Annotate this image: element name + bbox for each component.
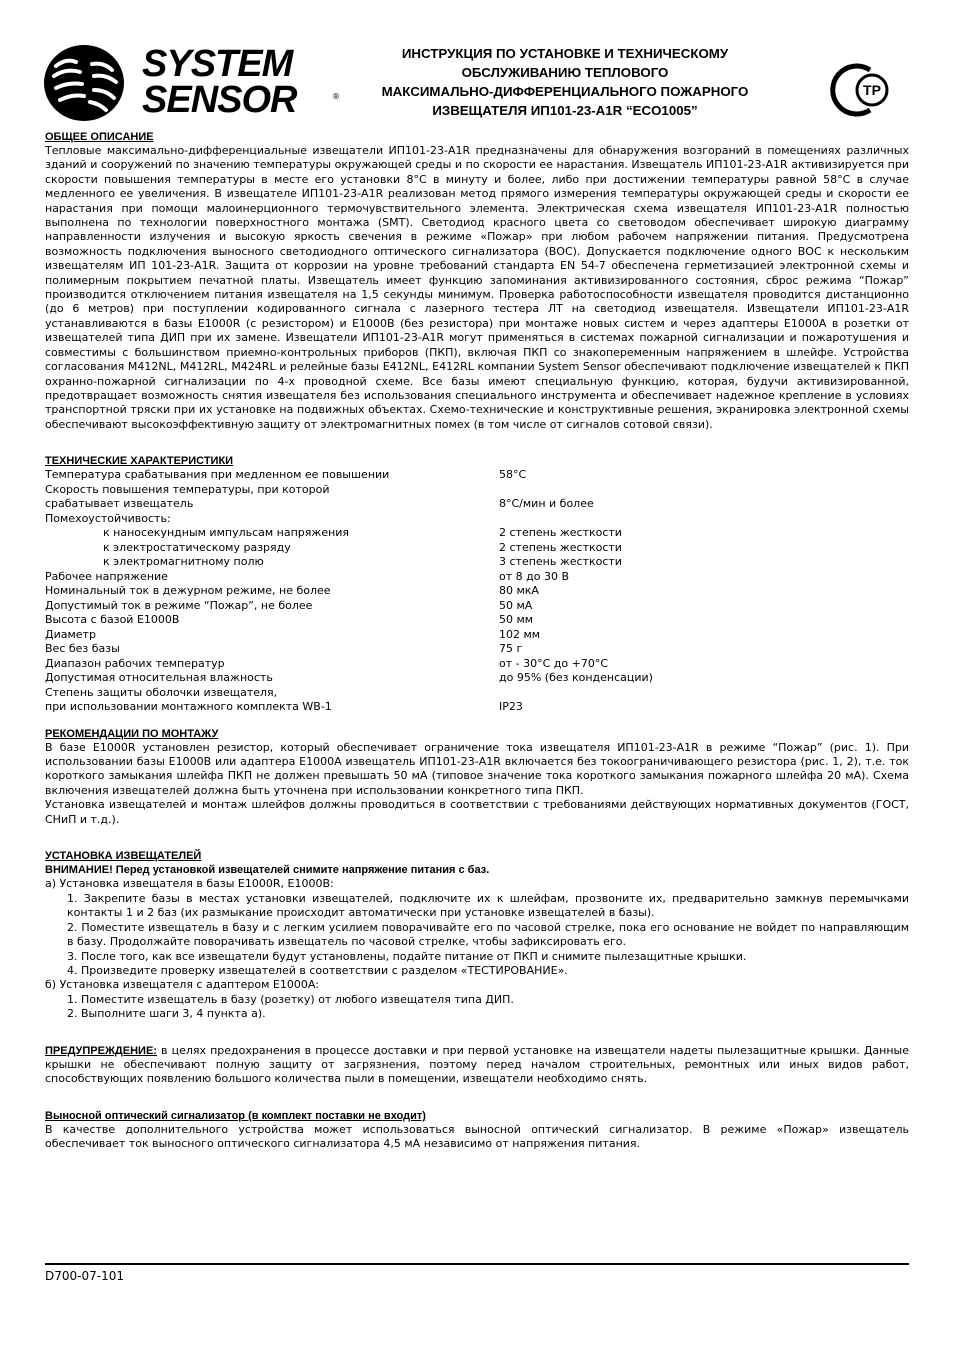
install-a-step: 2. Поместите извещатель в базу и с легким усилием поворачивайте его по часовой стрелке, пока его основание не войдет по направляющим в базу. Продолжайте поворачивать извещатель по часовой стрелке, чтобы зафиксировать его. <box>67 920 909 949</box>
install-heading: УСТАНОВКА ИЗВЕЩАТЕЛЕЙ <box>45 850 202 863</box>
spec-value: до 95% (без конденсации) <box>499 671 653 685</box>
document-title <box>345 44 785 120</box>
general-heading: ОБЩЕЕ ОПИСАНИЕ <box>45 131 154 143</box>
title-line-2: ОБСЛУЖИВАНИЮ ТЕПЛОВОГО <box>461 65 669 80</box>
logo-line-2: SENSOR <box>142 79 297 121</box>
specs-heading: ТЕХНИЧЕСКИЕ ХАРАКТЕРИСТИКИ <box>45 455 234 468</box>
spec-label: к электромагнитному полю <box>103 555 264 569</box>
spec-label: Диаметр <box>45 627 96 641</box>
spec-label: к электростатическому разряду <box>103 540 291 554</box>
install-b-title: б) Установка извещателя с адаптером E1000A: <box>45 978 319 992</box>
spec-label: Помехоустойчивость: <box>45 511 171 525</box>
spec-value: от 8 до 30 В <box>499 569 570 583</box>
title-line-1: ИНСТРУКЦИЯ ПО УСТАНОВКЕ И ТЕХНИЧЕСКОМУ <box>401 46 729 61</box>
caution-paragraph <box>45 1044 909 1087</box>
footer-divider <box>45 1263 909 1265</box>
remote-indicator-heading: Выносной оптический сигнализатор (в комплект поставки не входит) <box>45 1109 426 1122</box>
spec-label: Степень защиты оболочки извещателя, <box>45 685 278 699</box>
install-a-step: 3. После того, как все извещатели будут установлены, подайте питание от ПКП и снимите пылезащитные крышки. <box>67 949 747 963</box>
spec-label: при использовании монтажного комплекта WB-1 <box>45 700 332 714</box>
certification-mark-icon <box>828 62 898 118</box>
spec-label: Вес без базы <box>45 642 120 656</box>
spec-value: 58°С <box>499 468 527 482</box>
spec-label: срабатывает извещатель <box>45 497 194 511</box>
logo-line-1: SYSTEM <box>142 43 293 85</box>
install-b-step: 1. Поместите извещатель в базу (розетку) от любого извещателя типа ДИП. <box>67 992 514 1006</box>
mounting-heading: РЕКОМЕНДАЦИИ ПО МОНТАЖУ <box>45 727 219 740</box>
install-warning: ВНИМАНИЕ! Перед установкой извещателей снимите напряжение питания с баз. <box>45 864 490 877</box>
spec-value <box>499 483 909 498</box>
spec-value: 3 степень жесткости <box>499 555 622 569</box>
caution-text: в целях предохранения в процессе доставки и при первой установке на извещатели надеты пылезащитные крышки. Данные крышки не обеспечивают полную защиту от загрязнения, поэтому перед началом строительных, ремонтных или иных видов работ, способствующих появлению большого количества пыли в помещении, извещатели необходимо снять. <box>45 1043 909 1086</box>
cert-text: ТР <box>863 82 881 98</box>
document-body <box>45 130 909 1152</box>
spec-value: от - 30°С до +70°С <box>499 656 609 670</box>
caution-label: ПРЕДУПРЕЖДЕНИЕ: <box>45 1044 157 1057</box>
spec-value: 80 мкА <box>499 584 539 598</box>
install-a-title: а) Установка извещателя в базы E1000R, E1000B: <box>45 877 334 891</box>
spec-value: 102 мм <box>499 627 541 641</box>
install-b-step: 2. Выполните шаги 3, 4 пункта а). <box>67 1007 266 1021</box>
spec-value: 50 мм <box>499 613 534 627</box>
spec-label: Номинальный ток в дежурном режиме, не более <box>45 584 331 598</box>
title-line-3: МАКСИМАЛЬНО-ДИФФЕРЕНЦИАЛЬНОГО ПОЖАРНОГО <box>381 84 749 99</box>
registered-mark: ® <box>332 92 340 101</box>
mounting-text-2: Установка извещателей и монтаж шлейфов должны проводиться в соответствии с требованиями действующих нормативных документов (ГОСТ, СНиП и т.д.). <box>45 798 909 826</box>
specs-table <box>45 468 909 715</box>
remote-indicator-text: В качестве дополнительного устройства может использоваться выносной оптический сигнализатор. В режиме «Пожар» извещатель обеспечивает ток выносного оптического сигнализатора 4,5 мА независимо от напряжения питания. <box>45 1122 909 1151</box>
spec-value: 2 степень жесткости <box>499 526 622 540</box>
logo-emblem-icon <box>42 42 132 124</box>
spec-value: 8°С/мин и более <box>499 497 594 511</box>
spec-value: IP23 <box>499 700 523 714</box>
spec-value <box>499 686 909 701</box>
logo-wordmark <box>142 43 297 121</box>
mounting-text-1: В базе E1000R установлен резистор, который обеспечивает ограничение тока извещателя ИП101-23-А1R в режиме “Пожар” (рис. 1). При использовании базы E1000B или адаптера E1000A извещатель ИП101-23-А1R включается без токоограничивающего резистора (рис. 1, 2), т.е. ток короткого замыкания шлейфа ПКП не должен превышать 50 мА (типовое значение тока короткого замыкания пожарного шлейфа 20 мА). Схема включения извещателей должна быть уточнена при использовании конкретного типа ПКП. <box>45 740 909 797</box>
system-sensor-logo <box>42 42 347 124</box>
spec-label: Высота с базой E1000B <box>45 613 180 627</box>
document-code: D700-07-101 <box>45 1269 124 1283</box>
spec-value <box>499 512 909 527</box>
spec-value: 75 г <box>499 642 523 656</box>
install-a-step: 1. Закрепите базы в местах установки извещателей, подключите их к шлейфам, прозвоните их, предварительно замкнув перемычками контакты 1 и 2 баз (их размыкание происходит автоматически при установке извещателей в базы). <box>67 891 909 920</box>
general-text: Тепловые максимально-дифференциальные извещатели ИП101-23-А1R предназначены для обнаружения возгораний в помещениях различных зданий и сооружений по значению температуры окружающей среды и по скорости ее нарастания. Извещатель ИП101-23-А1R активизируется при скорости повышения температуры в месте его установки 8°С в минуту и более, либо при достижении температуры равной 58°С в случае медленного ее увеличения. В извещателе ИП101-23-А1R реализован метод прямого измерения температуры окружающей среды и скорости ее нарастания при помощи малоинерционного термочувствительного элемента. Электрическая схема извещателя ИП101-23-А1R полностью выполнена по технологии поверхностного монтажа (SMT). Светодиод красного цвета со световодом обеспечивает широкую диаграмму направленности излучения и высокую яркость свечения в режиме «Пожар» при любом рабочем напряжении питания. Предусмотрена возможность подключения выносного светодиодного оптического сигнализатора (ВОС). Допускается подключение одного ВОС к нескольким извещателям ИП 101-23-А1R. Защита от коррозии на уровне требований стандарта EN 54-7 обеспечена герметизацией электронной схемы и полимерным покрытием печатной платы. Извещатель имеет функцию запоминания активизированного состояния, сброс режима “Пожар” производится отключением питания извещателя на 1,5 секунды минимум. Проверка работоспособности извещателя проводится дистанционно (до 6 метров) при поступлении кодированного сигнала с лазерного тестера ЛТ на светодиод извещателя. Извещатели ИП101-23-А1R устанавливаются в базы E1000R (с резистором) и E1000B (без резистора) при монтаже новых систем и через адаптеры E1000A в розетки от извещателей типа ДИП при их замене. Извещатели ИП101-23-А1R могут применяться в системах пожарной сигнализации и пожаротушения и совместимы с большинством приемно-контрольных приборов (ПКП), включая ПКП со знакопеременным напряжением в шлейфе. Устройства согласования M412NL, M412RL, M424RL и релейные базы E412NL, E412RL компании System Sensor обеспечивают подключение извещателей к ПКП охранно-пожарной сигнализации по 4-х проводной схеме. Все базы имеют специальную функцию, которая, будучи активизированной, предотвращает возможность снятия извещателя без использования специального инструмента и обеспечивает надежное крепление в условиях транспортной тряски при их установке на подвижных объектах. Схемо-технические и конструктивные решения, экранировка электронной схемы обеспечивают высокоэффективную защиту от электромагнитных помех (в том числе от сигналов сотовой связи). <box>45 144 909 431</box>
spec-label: Допустимый ток в режиме “Пожар”, не более <box>45 598 313 612</box>
spec-value: 50 мА <box>499 598 533 612</box>
spec-value: 2 степень жесткости <box>499 540 622 554</box>
spec-label: Скорость повышения температуры, при которой <box>45 482 330 496</box>
spec-label: Температура срабатывания при медленном ее повышении <box>45 468 390 482</box>
spec-label: Диапазон рабочих температур <box>45 656 225 670</box>
title-line-4: ИЗВЕЩАТЕЛЯ ИП101-23-А1R “ECO1005” <box>432 103 698 118</box>
spec-label: Допустимая относительная влажность <box>45 671 273 685</box>
spec-label: Рабочее напряжение <box>45 569 168 583</box>
spec-label: к наносекундным импульсам напряжения <box>103 526 350 540</box>
install-a-step: 4. Произведите проверку извещателей в соответствии с разделом «ТЕСТИРОВАНИЕ». <box>67 963 568 977</box>
